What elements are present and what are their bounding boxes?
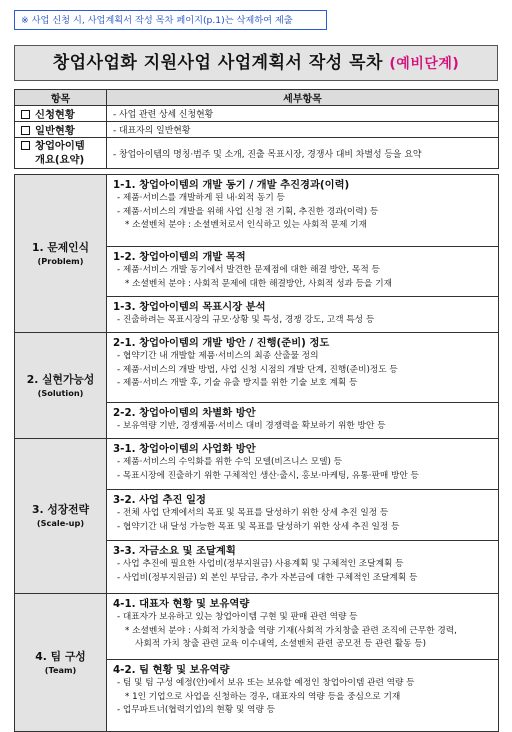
- subsection-line: - 목표시장에 진출하기 위한 구체적인 생산·출시, 홍보·마케팅, 유통·판매 방안 등: [117, 470, 419, 481]
- subsection-line: - 제품·서비스의 개발 방법, 사업 신청 시점의 개발 단계, 진행(준비)정도 등: [117, 364, 398, 375]
- section-row: [15, 333, 499, 403]
- subsection: [107, 333, 499, 403]
- subsection-line: - 제품·서비스를 개발하게 된 내·외적 동기 등: [117, 193, 285, 203]
- subsection-title: 3-2. 사업 추진 일정: [113, 494, 206, 506]
- subsection-title: 1-1. 창업아이템의 개발 동기 / 개발 추진경과(이력): [113, 179, 350, 191]
- checkbox-icon: [21, 126, 30, 135]
- subsection-line: * 소셜벤처 분야 : 사회적 문제에 대한 해결방안, 사회적 성과 등을 기재: [125, 278, 392, 289]
- subsection: [107, 439, 499, 490]
- overview-item-cell: [15, 122, 107, 138]
- subsection-line: - 사업 추진에 필요한 사업비(정부지원금) 사용계획 및 구체적인 조달계획 등: [117, 559, 404, 569]
- overview-row: [15, 122, 499, 138]
- overview-item-cell: [15, 106, 107, 122]
- checkbox-icon: [21, 110, 30, 119]
- section-name-en: (Team): [44, 664, 77, 675]
- subsection-line: - 보유역량 기반, 경쟁제품·서비스 대비 경쟁력을 확보하기 위한 방안 등: [117, 421, 386, 431]
- overview-item-label-2: 개요(요약): [35, 154, 85, 166]
- overview-item-label: 창업아이템: [35, 140, 85, 152]
- subsection-line: - 대표자가 보유하고 있는 창업아이템 구현 및 판매 관련 역량 등: [117, 612, 358, 622]
- section-name: 1. 문제인식: [31, 240, 90, 254]
- subsection: [107, 541, 499, 594]
- section-name-en: (Solution): [37, 387, 84, 398]
- overview-table: [14, 89, 499, 169]
- subsection: [107, 594, 499, 660]
- subsection-line: - 제품·서비스의 수익화를 위한 수익 모델(비즈니스 모델) 등: [117, 457, 343, 467]
- subsection: [107, 490, 499, 541]
- subsection-line: * 1인 기업으로 사업을 신청하는 경우, 대표자의 역량 등을 중심으로 기재: [125, 691, 401, 702]
- subsection-line: - 협약기간 내 달성 가능한 목표 및 목표를 달성하기 위한 상세 추진 일정 등: [117, 521, 400, 532]
- subsection: [107, 297, 499, 333]
- subsection-line: - 진출하려는 목표시장의 규모·상황 및 특성, 경쟁 강도, 고객 특성 등: [117, 315, 375, 325]
- overview-item-label: 신청현황: [35, 109, 75, 121]
- subsection-line: - 제품·서비스 개발 후, 기술 유출 방지를 위한 기술 보호 계획 등: [117, 378, 358, 389]
- subsection: [107, 403, 499, 439]
- subsection: [107, 660, 499, 732]
- subsection-line: - 팀 및 팀 구성 예정(안)에서 보유 또는 보유할 예정인 창업아이템 관련 역량 등: [117, 678, 415, 688]
- overview-row: [15, 106, 499, 122]
- subsection-line: - 제품·서비스의 개발을 위해 사업 신청 전 기획, 추진한 경과(이력) 등: [117, 206, 379, 217]
- overview-item-label: 일반현황: [35, 125, 75, 137]
- section-row: [15, 175, 499, 247]
- section-label-cell: [15, 594, 107, 732]
- section-name-en: (Problem): [37, 255, 84, 266]
- subsection-title: 1-3. 창업아이템의 목표시장 분석: [113, 301, 266, 313]
- overview-header-row: [15, 90, 499, 106]
- subsection-title: 4-1. 대표자 현황 및 보유역량: [113, 598, 250, 610]
- overview-detail: - 창업아이템의 명칭·범주 및 소개, 진출 목표시장, 경쟁사 대비 차별성 등을 요약: [107, 138, 499, 169]
- section-label-cell: [15, 175, 107, 333]
- subsection-line: * 소셜벤처 분야 : 사회적 가치창출 역량 기재(사회적 가치창출 관련 조직에 근무한 경력,: [125, 625, 457, 636]
- subsection-line: * 소셜벤처 분야 : 소셜벤처로서 인식하고 있는 사회적 문제 기재: [125, 220, 367, 231]
- section-row: [15, 439, 499, 490]
- subsection-line: 사회적 가치 창출 관련 교육 이수내역, 소셜벤처 관련 공모전 등 관련 활동 등): [135, 639, 427, 650]
- overview-item-cell: [15, 138, 107, 169]
- overview-detail: - 사업 관련 상세 신청현황: [107, 106, 499, 122]
- section-name: 2. 실현가능성: [26, 372, 95, 386]
- subsection: [107, 247, 499, 297]
- section-name-en: (Scale-up): [36, 518, 85, 528]
- overview-row: [15, 138, 499, 169]
- sections-table: [14, 174, 499, 732]
- checkbox-icon: [21, 141, 30, 150]
- subsection-line: - 제품·서비스 개발 동기에서 발견한 문제점에 대한 해결 방안, 목적 등: [117, 265, 380, 275]
- section-name: 3. 성장전략: [31, 503, 90, 516]
- section-label-cell: [15, 333, 107, 439]
- subsection-title: 3-1. 창업아이템의 사업화 방안: [113, 443, 256, 455]
- subsection-title: 2-2. 창업아이템의 차별화 방안: [113, 407, 256, 419]
- section-name: 4. 팀 구성: [35, 649, 86, 663]
- page-title: [14, 45, 498, 81]
- instruction-note: ※ 사업 신청 시, 사업계획서 작성 목차 페이지(p.1)는 삭제하여 제출: [14, 10, 327, 30]
- section-row: [15, 594, 499, 660]
- title-suffix: (예비단계): [389, 56, 460, 72]
- subsection: [107, 175, 499, 247]
- subsection-line: - 협약기간 내 개발할 제품·서비스의 최종 산출물 정의: [117, 351, 319, 361]
- overview-detail: - 대표자의 일반현황: [107, 122, 499, 138]
- section-label-cell: [15, 439, 107, 594]
- subsection-title: 4-2. 팀 현황 및 보유역량: [113, 664, 230, 676]
- title-main: 창업사업화 지원사업 사업계획서 작성 목차: [52, 53, 390, 73]
- subsection-title: 1-2. 창업아이템의 개발 목적: [113, 251, 246, 263]
- subsection-title: 3-3. 자금소요 및 조달계획: [113, 545, 236, 557]
- subsection-line: - 사업비(정부지원금) 외 본인 부담금, 추가 자본금에 대한 구체적인 조달계획 등: [117, 572, 418, 583]
- subsection-title: 2-1. 창업아이템의 개발 방안 / 진행(준비) 정도: [113, 337, 330, 349]
- subsection-line: - 업무파트너(협력기업)의 현황 및 역량 등: [117, 705, 275, 716]
- header-detail: 세부항목: [107, 90, 499, 106]
- subsection-line: - 전체 사업 단계에서의 목표 및 목표를 달성하기 위한 상세 추진 일정 등: [117, 508, 389, 518]
- header-item: 항목: [15, 90, 107, 106]
